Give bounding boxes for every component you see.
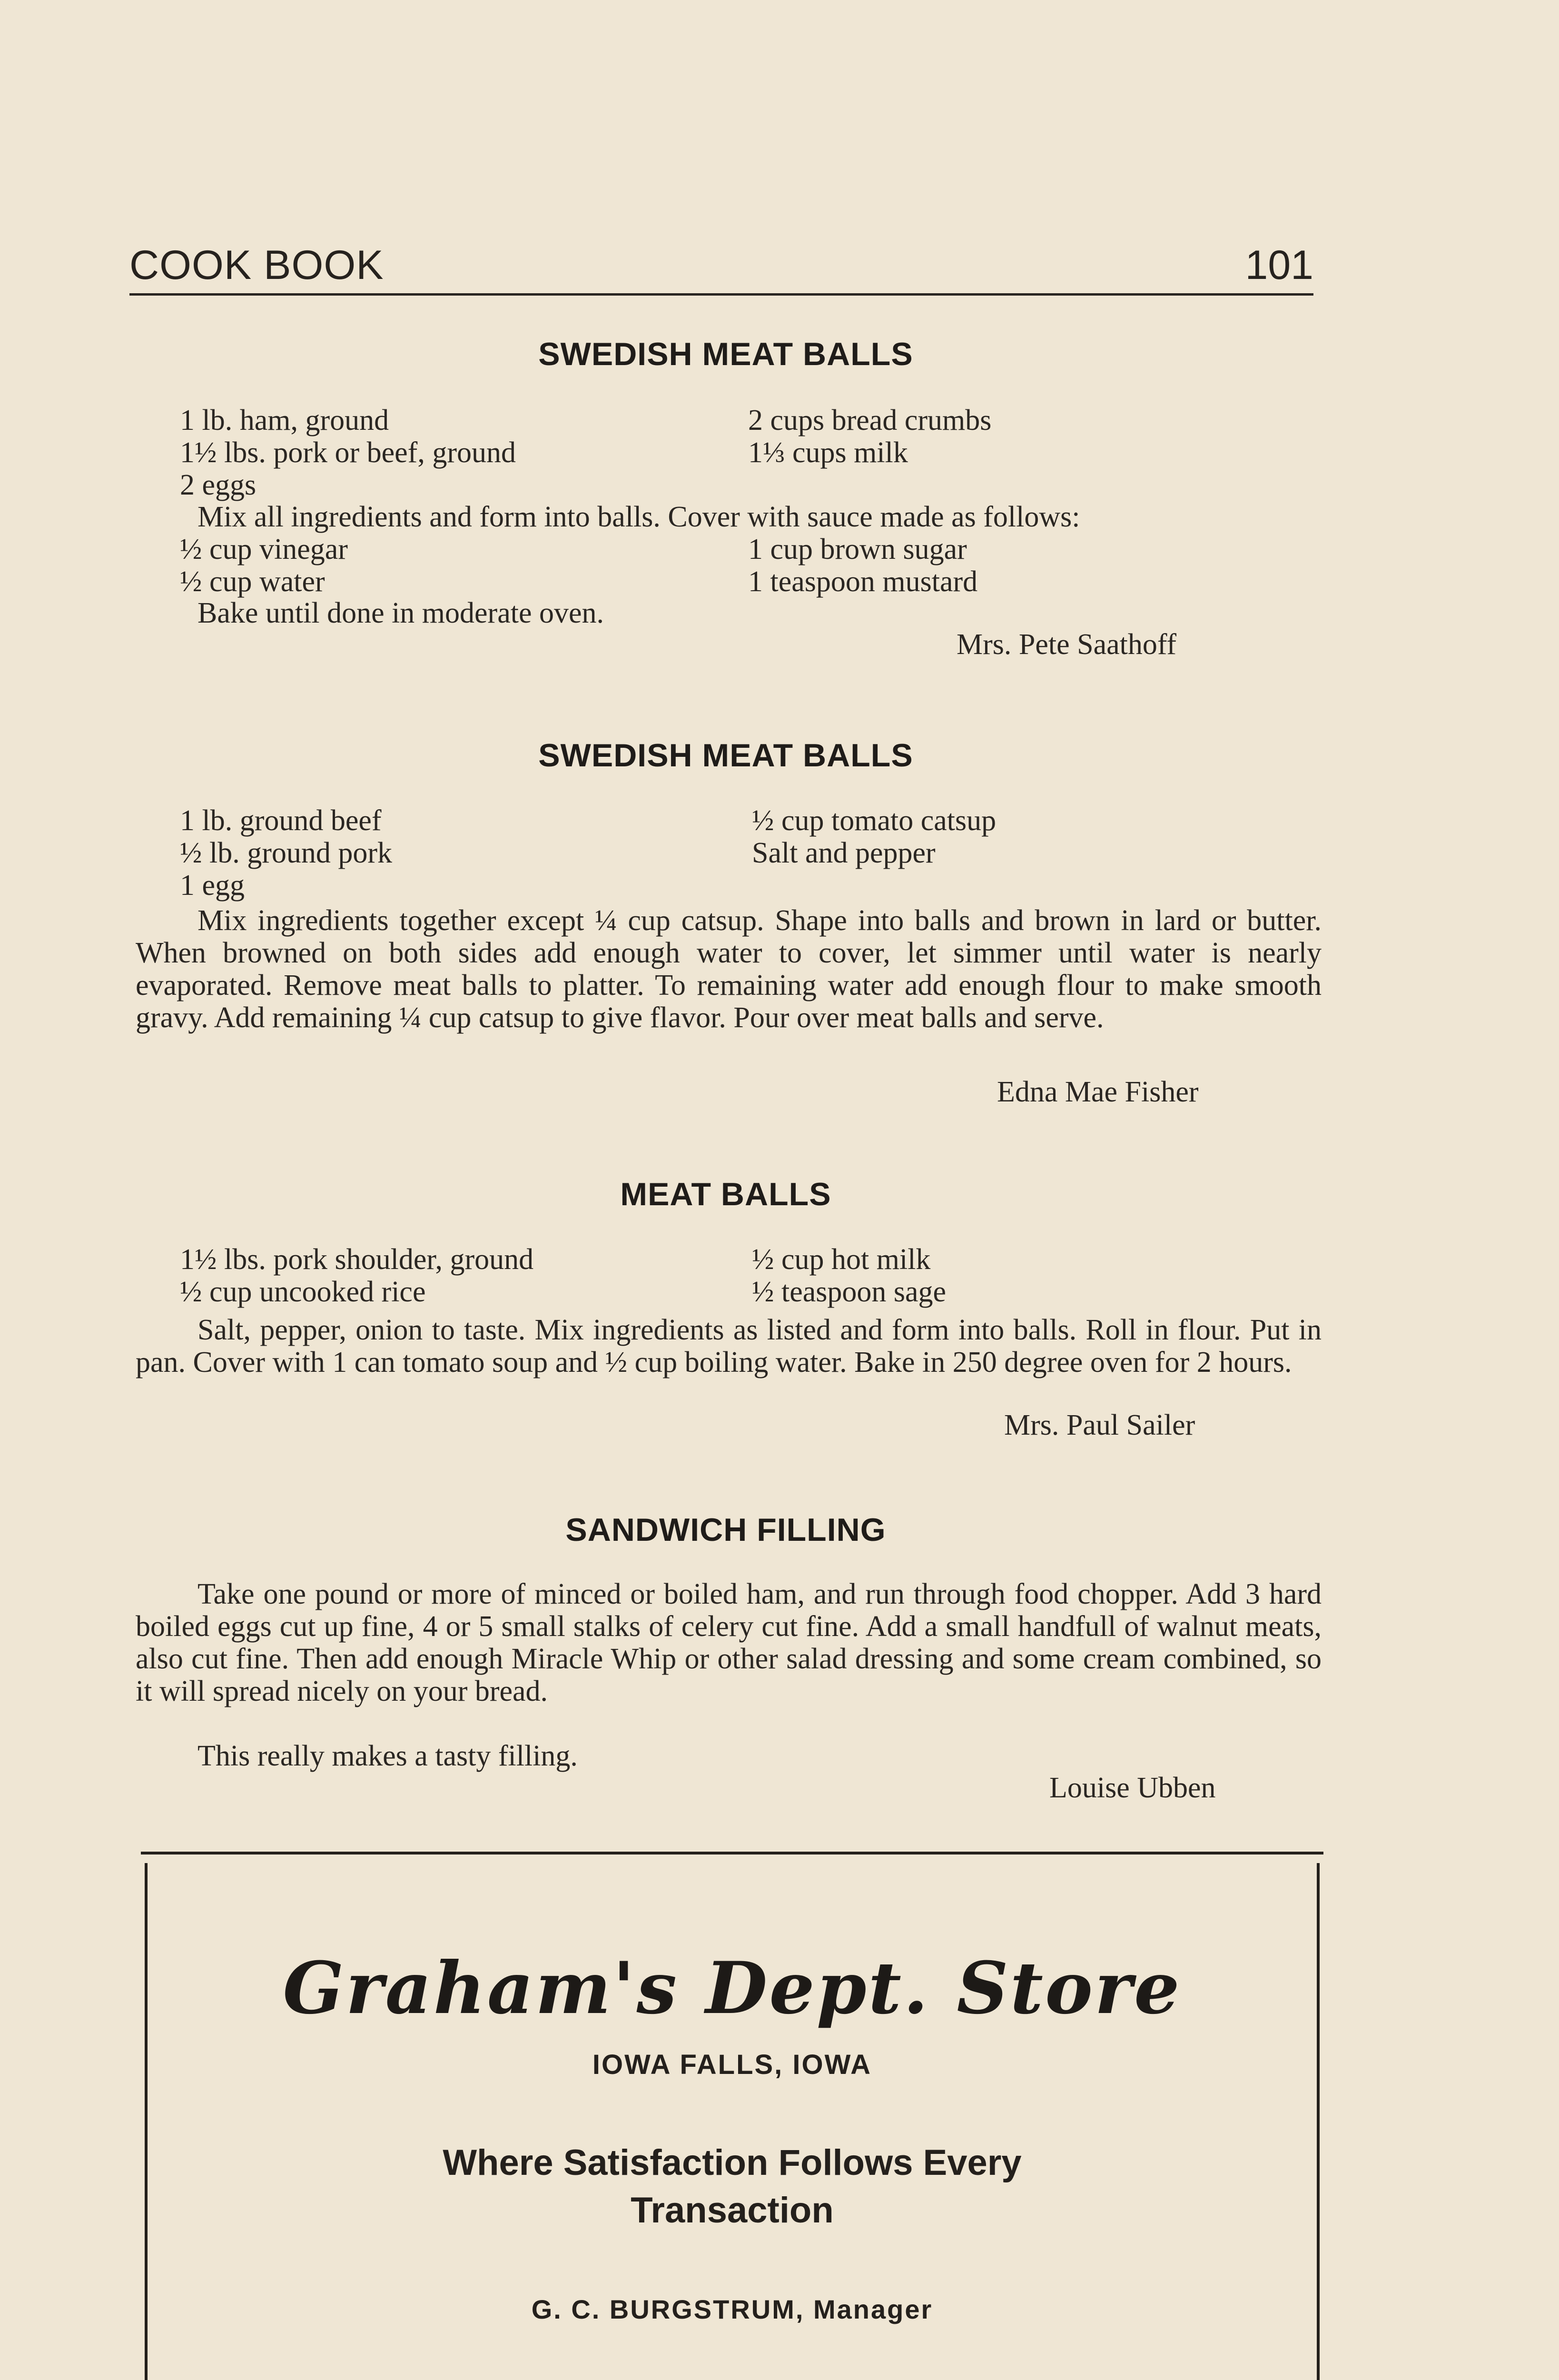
store-location: IOWA FALLS, IOWA [592, 2049, 872, 2080]
recipe-title: SWEDISH MEAT BALLS [538, 737, 913, 774]
store-advertisement [141, 1852, 1323, 2380]
store-name: Graham's Dept. Store [283, 1946, 1182, 2030]
recipe-author: Louise Ubben [1049, 1772, 1216, 1804]
ingredient-line: 2 eggs [180, 469, 257, 501]
store-slogan [148, 2139, 1317, 2234]
ingredient-line: ½ teaspoon sage [752, 1276, 947, 1308]
ingredient-line: ½ cup vinegar [180, 533, 348, 565]
ingredient-line: ½ cup tomato catsup [752, 804, 997, 837]
recipe-author: Edna Mae Fisher [997, 1076, 1199, 1108]
ingredient-line: ½ cup uncooked rice [180, 1276, 426, 1308]
recipe-instructions: Take one pound or more of minced or boiled ham, and run through food chopper. Add 3 hard boiled eggs cut up fine, 4 or 5 small stalks of celery cut fine. Add a small handfull of walnut meats, also cut fine. Then add enough Miracle Whip or other salad dressing and some cream combined, so it will spread nicely on your bread. [136, 1578, 1322, 1707]
ingredient-line: 1 teaspoon mustard [748, 565, 978, 598]
recipe-author: Mrs. Pete Saathoff [957, 628, 1177, 661]
recipe-title: MEAT BALLS [620, 1176, 831, 1212]
ingredient-line: 1 lb. ground beef [180, 804, 382, 837]
ingredient-line: 2 cups bread crumbs [748, 404, 992, 436]
slogan-line: Where Satisfaction Follows Every [443, 2142, 1022, 2183]
page-header [129, 238, 1313, 296]
book-title: COOK BOOK [129, 242, 384, 288]
ingredient-line: 1 lb. ham, ground [180, 404, 389, 436]
slogan-line: Transaction [631, 2190, 834, 2231]
ad-frame [145, 1863, 1320, 2380]
instruction-line: Mix all ingredients and form into balls. Cover with sauce made as follows: [197, 501, 1080, 533]
page-number: 101 [1245, 242, 1313, 288]
ingredient-line: Salt and pepper [752, 837, 936, 869]
recipe-instructions: Mix ingredients together except ¼ cup catsup. Shape into balls and brown in lard or butter. When browned on both sides add enough water to cover, let simmer until water is nearly evaporated. Remove meat balls to platter. To remaining water add enough flour to make smooth gravy. Add remaining ¼ cup catsup to give flavor. Pour over meat balls and serve. [136, 904, 1322, 1034]
recipe-title: SWEDISH MEAT BALLS [538, 336, 913, 372]
recipe-note: This really makes a tasty filling. [197, 1740, 578, 1772]
recipe-author: Mrs. Paul Sailer [1004, 1409, 1195, 1441]
ingredient-line: 1 cup brown sugar [748, 533, 967, 565]
ingredient-line: ½ cup hot milk [752, 1243, 931, 1276]
recipe-title: SANDWICH FILLING [565, 1512, 886, 1548]
ingredient-line: 1 egg [180, 869, 245, 902]
ingredient-line: 1⅓ cups milk [748, 436, 908, 469]
ingredient-line: ½ cup water [180, 565, 325, 598]
instruction-line: Bake until done in moderate oven. [197, 597, 604, 629]
store-manager: G. C. BURGSTRUM, Manager [531, 2294, 933, 2324]
recipe-instructions: Salt, pepper, onion to taste. Mix ingredients as listed and form into balls. Roll in flour. Put in pan. Cover with 1 can tomato soup and ½ cup boiling water. Bake in 250 degree oven for 2 hours. [136, 1314, 1322, 1378]
ingredient-line: 1½ lbs. pork shoulder, ground [180, 1243, 534, 1276]
ingredient-line: 1½ lbs. pork or beef, ground [180, 436, 516, 469]
ingredient-line: ½ lb. ground pork [180, 837, 393, 869]
